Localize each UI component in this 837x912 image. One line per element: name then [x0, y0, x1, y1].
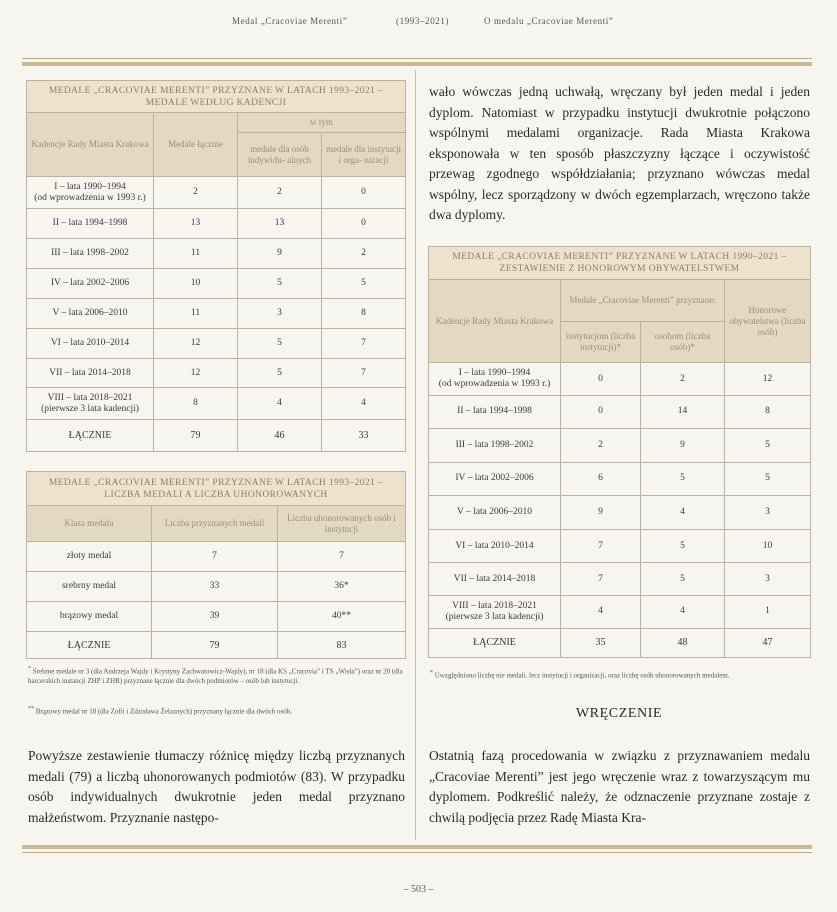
cell-institutions: 5: [322, 269, 406, 299]
total-honored: 83: [278, 632, 406, 659]
page-number: – 503 –: [403, 884, 434, 895]
table2-title: MEDALE „CRACOVIAE MERENTI” PRZYZNANE W LATACH 1993–2021 – LICZBA MEDALI A LICZBA UHONOROWANYCH: [27, 472, 406, 506]
total-label: ŁĄCZNIE: [27, 632, 152, 659]
cell-individuals: 3: [238, 299, 322, 329]
body-text-left: Powyższe zestawienie tłumaczy różnicę między liczbą przyznanych medali (79) a liczbą uhonorowanych podmiotów (83). W przypadku osób indywidualnych dwukrotnie jeden medal przyznano małżeństwom. Przyznanie następo-: [28, 748, 405, 825]
row-label: V – lata 2006–2010: [429, 496, 561, 530]
cell-persons: 14: [641, 396, 725, 428]
cell-total: 12: [154, 329, 238, 359]
cell-individuals: 4: [238, 388, 322, 420]
row-label: V – lata 2006–2010: [27, 299, 154, 329]
table-row: [429, 595, 811, 628]
footnote-right: * Uwzględniono liczbę nie medali, lecz instytucji i organizacji, oraz liczbę osób uhonorowanych medalem.: [430, 670, 730, 680]
cell-institutions: 4: [322, 388, 406, 420]
total-individuals: 46: [238, 420, 322, 452]
total-value: 79: [154, 420, 238, 452]
header-rule-thick: [22, 62, 812, 66]
table3-col-medals: Medale „Cracoviae Merenti” przyznane:: [561, 280, 725, 322]
cell-institutions: 6: [561, 462, 641, 495]
row-label: I – lata 1990–1994 (od wprowadzenia w 1993 r.): [429, 363, 561, 396]
cell-honorary: 3: [725, 496, 811, 530]
table1-col-individuals: medale dla osób indywidu- alnych: [238, 133, 322, 177]
table-row: [27, 209, 406, 239]
cell-total: 8: [154, 388, 238, 420]
table-row: [27, 359, 406, 388]
cell-persons: 9: [641, 428, 725, 462]
table-medals-vs-honored: [26, 471, 406, 659]
cell-institutions: 7: [561, 563, 641, 595]
cell-total: 11: [154, 239, 238, 269]
cell-individuals: 9: [238, 239, 322, 269]
cell-institutions: 2: [561, 428, 641, 462]
column-divider: [415, 70, 416, 840]
cell-honorary: 5: [725, 428, 811, 462]
table-row: [27, 299, 406, 329]
total-institutions: 35: [561, 628, 641, 657]
cell-institutions: 4: [561, 595, 641, 628]
row-label: VI – lata 2010–2014: [429, 530, 561, 563]
cell-medals: 39: [152, 602, 278, 632]
table1-col-in-which: w tym: [238, 113, 406, 133]
row-label: II – lata 1994–1998: [27, 209, 154, 239]
cell-individuals: 13: [238, 209, 322, 239]
row-label: II – lata 1994–1998: [429, 396, 561, 428]
cell-total: 13: [154, 209, 238, 239]
cell-total: 11: [154, 299, 238, 329]
total-honorary: 47: [725, 628, 811, 657]
table3-col-institutions: instytucjom (liczba instytucji)*: [561, 321, 641, 363]
cell-institutions: 7: [322, 359, 406, 388]
cell-institutions: 2: [322, 239, 406, 269]
row-label: złoty medal: [27, 542, 152, 572]
row-label: I – lata 1990–1994 (od wprowadzenia w 1993 r.): [27, 177, 154, 209]
cell-individuals: 5: [238, 359, 322, 388]
footer-rule-thick: [22, 845, 812, 849]
row-label: VI – lata 2010–2014: [27, 329, 154, 359]
cell-honorary: 12: [725, 363, 811, 396]
table-medals-vs-honorary-citizenship: [428, 246, 811, 658]
row-label: VIII – lata 2018–2021 (pierwsze 3 lata kadencji): [27, 388, 154, 420]
cell-persons: 5: [641, 462, 725, 495]
table-total-row: [429, 628, 811, 657]
cell-total: 2: [154, 177, 238, 209]
header-center: (1993–2021): [396, 16, 450, 26]
cell-persons: 5: [641, 530, 725, 563]
table3-title: MEDALE „CRACOVIAE MERENTI” PRZYZNANE W LATACH 1990–2021 – ZESTAWIENIE Z HONOROWYM OBYWATELSTWEM: [429, 247, 811, 280]
cell-honorary: 1: [725, 595, 811, 628]
table-row: [429, 563, 811, 595]
table-row: [429, 428, 811, 462]
table2-col-honored: Liczba uhonorowanych osób i instytucji: [278, 506, 406, 542]
table3-col-honorary: Honorowe obywatelstwa (liczba osób): [725, 280, 811, 363]
cell-honorary: 5: [725, 462, 811, 495]
table-row: [27, 388, 406, 420]
table-row: [27, 572, 406, 602]
cell-institutions: 0: [322, 209, 406, 239]
total-label: ŁĄCZNIE: [27, 420, 154, 452]
row-label: IV – lata 2002–2006: [27, 269, 154, 299]
cell-honored: 36*: [278, 572, 406, 602]
cell-honored: 40**: [278, 602, 406, 632]
table-row: [429, 363, 811, 396]
table3-col-persons: osobom (liczba osób)*: [641, 321, 725, 363]
total-label: ŁĄCZNIE: [429, 628, 561, 657]
table1-col-total: Medale łącznie: [154, 113, 238, 177]
table2-col-count: Liczba przyznanych medali: [152, 506, 278, 542]
table1-col-term: Kadencje Rady Miasta Krakowa: [27, 113, 154, 177]
table-row: [27, 239, 406, 269]
header-rule-thin: [22, 58, 812, 59]
cell-institutions: 7: [561, 530, 641, 563]
header-right: O medalu „Cracoviae Merenti”: [484, 16, 614, 26]
cell-total: 10: [154, 269, 238, 299]
cell-honorary: 3: [725, 563, 811, 595]
table1-col-institutions: medale dla instytucji i orga- nizacji: [322, 133, 406, 177]
cell-individuals: 5: [238, 329, 322, 359]
cell-persons: 4: [641, 496, 725, 530]
cell-total: 12: [154, 359, 238, 388]
body-text-right-bottom: Ostatnią fazą procedowania w związku z przyznawaniem medalu „Cracoviae Merenti” jest jego wręczenie wraz z towarzyszącym mu dyplomem. Podkreślić należy, że odznaczenie przyznane zostaje z chwilą podjęcia przez Radę Miasta Kra-: [429, 748, 810, 825]
footnote-1: * Srebrne medale nr 3 (dla Andrzeja Wajdy i Krystyny Zachwatowicz-Wajdy), nr 18 (dla KS „Cracovia” i TS „Wisła”) oraz nr 20 (dla harcerskich instancji ZHP i ZHR) przyznane łącznie dla dwóch podmiotów – osób lub instytucji.: [28, 666, 403, 686]
table3-col-term: Kadencje Rady Miasta Krakowa: [429, 280, 561, 363]
table1-title: MEDALE „CRACOVIAE MERENTI” PRZYZNANE W LATACH 1993–2021 – MEDALE WEDŁUG KADENCJI: [27, 81, 406, 113]
cell-persons: 5: [641, 563, 725, 595]
row-label: III – lata 1998–2002: [27, 239, 154, 269]
row-label: III – lata 1998–2002: [429, 428, 561, 462]
cell-individuals: 5: [238, 269, 322, 299]
cell-medals: 33: [152, 572, 278, 602]
row-label: VIII – lata 2018–2021 (pierwsze 3 lata kadencji): [429, 595, 561, 628]
cell-persons: 2: [641, 363, 725, 396]
cell-individuals: 2: [238, 177, 322, 209]
table-row: [429, 462, 811, 495]
cell-institutions: 9: [561, 496, 641, 530]
cell-medals: 7: [152, 542, 278, 572]
footnote-2: ** Brązowy medal nr 18 (dla Zofii i Zdzisława Żelaznych) przyznany łącznie dla dwóch osób.: [28, 706, 292, 716]
footer-rule-thin: [22, 852, 812, 853]
section-title: WRĘCZENIE: [575, 706, 663, 721]
body-text-right-top: wało wówczas jedną uchwałą, wręczany był jeden medal i jeden dyplom. Natomiast w przypadku instytucji dwukrotnie połączono wspólnymi medalami organizacje. Rada Miasta Krakowa eksponowała w ten sposób płaszczyzny łączące i oczywistość przewag zgodnego współdziałania; przyznano wówczas medal wspólny, lecz sporządzony w dwóch egzemplarzach, wręczono także dwa dyplomy.: [429, 84, 810, 222]
cell-honorary: 8: [725, 396, 811, 428]
total-persons: 48: [641, 628, 725, 657]
row-label: srebrny medal: [27, 572, 152, 602]
table2-col-class: Klasa medalu: [27, 506, 152, 542]
cell-institutions: 0: [561, 363, 641, 396]
row-label: VII – lata 2014–2018: [27, 359, 154, 388]
cell-institutions: 8: [322, 299, 406, 329]
header-left: Medal „Cracoviae Merenti”: [232, 16, 348, 26]
row-label: VII – lata 2014–2018: [429, 563, 561, 595]
cell-institutions: 0: [322, 177, 406, 209]
total-medals: 79: [152, 632, 278, 659]
cell-honorary: 10: [725, 530, 811, 563]
cell-institutions: 0: [561, 396, 641, 428]
table-row: [27, 329, 406, 359]
row-label: brązowy medal: [27, 602, 152, 632]
table-total-row: [27, 420, 406, 452]
table-row: [27, 602, 406, 632]
table-row: [27, 269, 406, 299]
table-row: [429, 396, 811, 428]
table-medals-by-term: [26, 80, 406, 452]
table-row: [27, 542, 406, 572]
cell-persons: 4: [641, 595, 725, 628]
table-total-row: [27, 632, 406, 659]
table-row: [27, 177, 406, 209]
table-row: [429, 496, 811, 530]
row-label: IV – lata 2002–2006: [429, 462, 561, 495]
cell-institutions: 7: [322, 329, 406, 359]
table-row: [429, 530, 811, 563]
cell-honored: 7: [278, 542, 406, 572]
total-institutions: 33: [322, 420, 406, 452]
